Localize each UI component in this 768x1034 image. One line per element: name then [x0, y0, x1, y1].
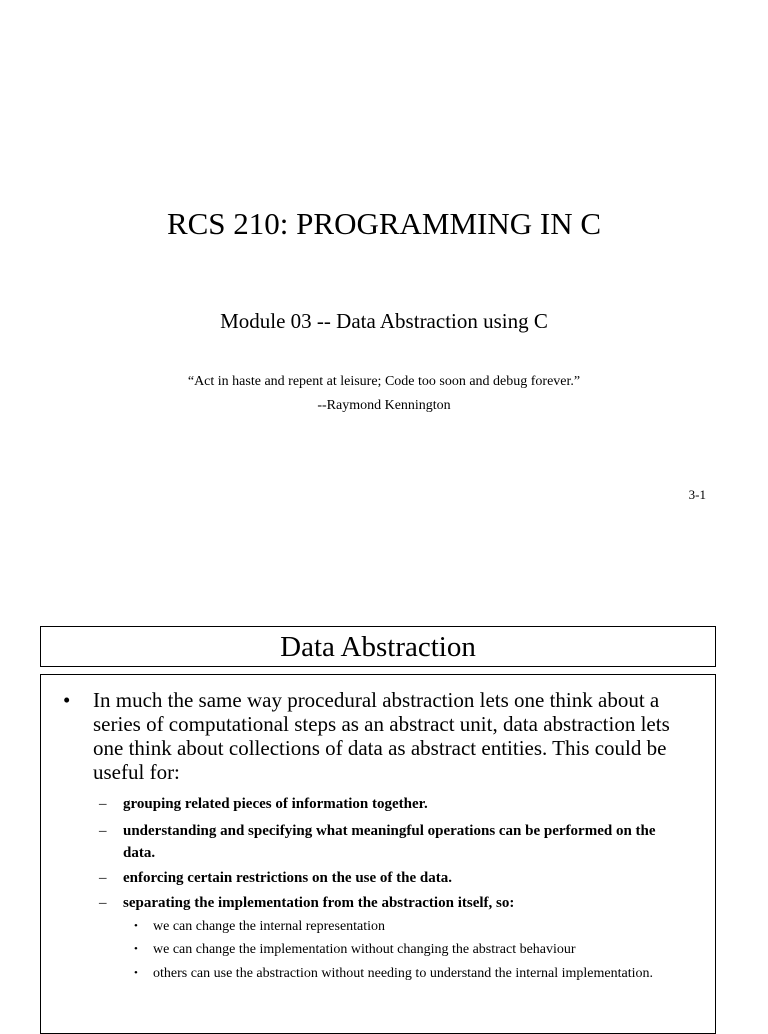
slide-content: [40, 674, 716, 1034]
dash-icon: –: [99, 823, 107, 839]
dash-icon: –: [99, 796, 107, 812]
sub-item: grouping related pieces of information together.: [123, 796, 428, 812]
slide-quote: “Act in haste and repent at leisure; Code too soon and debug forever.”: [187, 374, 581, 389]
slide-heading: Data Abstraction: [40, 626, 716, 667]
sub-item: enforcing certain restrictions on the use of the data.: [123, 870, 452, 886]
main-bullet-text: In much the same way procedural abstraction lets one think about a series of computational steps as an abstract unit, data abstraction lets one think about collections of data as abstract entities. This could be useful for:: [93, 688, 670, 784]
sub-item: separating the implementation from the abstraction itself, so:: [123, 895, 515, 911]
sub-sub-item: we can change the internal representation: [153, 919, 386, 934]
page-number: 3-1: [688, 487, 706, 502]
bullet-dot-icon: •: [63, 688, 71, 712]
quote-attribution: --Raymond Kennington: [317, 398, 451, 413]
dash-icon: –: [99, 870, 107, 886]
dash-icon: –: [99, 895, 107, 911]
sub-sub-item: we can change the implementation without changing the abstract behaviour: [153, 942, 576, 957]
small-bullet-icon: •: [134, 967, 138, 979]
slide-subtitle: Module 03 -- Data Abstraction using C: [220, 309, 548, 333]
sub-sub-item: others can use the abstraction without needing to understand the internal implementation.: [153, 966, 653, 981]
sub-item: understanding and specifying what meaningful operations can be performed on the data.: [123, 823, 656, 861]
small-bullet-icon: •: [134, 920, 138, 932]
small-bullet-icon: •: [134, 943, 138, 955]
slide-title: RCS 210: PROGRAMMING IN C: [166, 206, 602, 241]
